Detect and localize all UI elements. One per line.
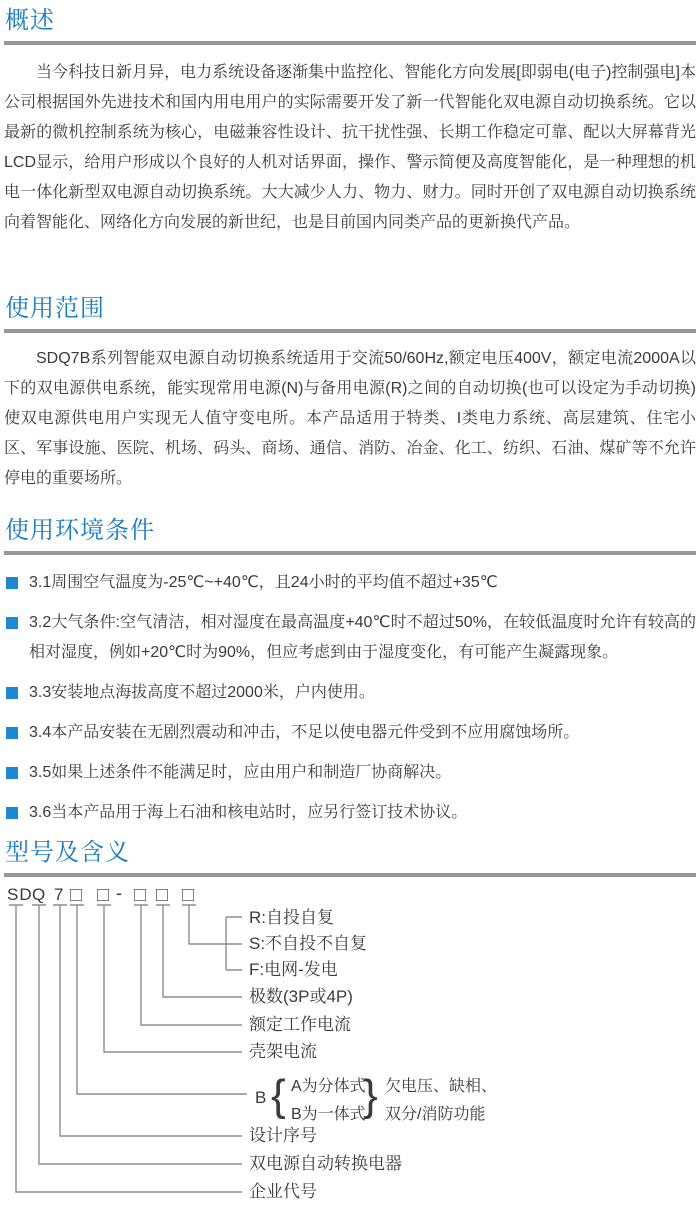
close-brace-icon: } <box>363 1071 378 1120</box>
square-bullet-icon <box>6 687 18 699</box>
list-item <box>4 718 696 748</box>
list-item-text: 3.6当本产品用于海上石油和核电站时，应另行签订技术协议。 <box>29 804 468 821</box>
label-b-split: A为分体式 <box>291 1078 366 1095</box>
scope-paragraph: SDQ7B系列智能双电源自动切换系统适用于交流50/60Hz,额定电压400V，额定电流2000A以下的双电源供电系统，能实现常用电源(N)与备用电源(R)之间的自动切换(也可以设定为手动切换)使双电源供电用户实现无人值守变电所。本产品适用于特类、I类电力系统、高层建筑、住宅小区、军事设施、医院、机场、码头、商场、通信、消防、冶金、化工、纺织、石油、煤矿等不允许停电的重要场所。 <box>4 350 696 487</box>
environment-title: 使用环境条件 <box>5 517 155 544</box>
model-code-box-1: □ <box>70 884 83 906</box>
list-item <box>4 608 696 668</box>
section-scope <box>4 294 696 494</box>
label-frame-current: 壳架电流 <box>249 1042 317 1061</box>
list-item-text: 3.3安装地点海拔高度不超过2000米，户内使用。 <box>29 684 375 701</box>
square-bullet-icon <box>6 767 18 779</box>
list-item-text: 3.1周围空气温度为-25℃~+40℃，且24小时的平均值不超过+35℃ <box>29 574 498 591</box>
square-bullet-icon <box>6 727 18 739</box>
list-item <box>4 758 696 788</box>
label-no-auto-reset: S:不自投不自复 <box>249 934 368 953</box>
connector-frame-current <box>104 905 242 1052</box>
label-b-integrated: B为一体式 <box>291 1106 366 1123</box>
model-code-company: SD <box>7 885 33 904</box>
list-item-text: 3.5如果上述条件不能满足时，应由用户和制造厂协商解决。 <box>29 764 452 781</box>
label-design-serial: 设计序号 <box>249 1126 317 1145</box>
connector-design <box>60 905 242 1136</box>
model-code-box-2: □ <box>97 884 110 906</box>
square-bullet-icon <box>6 617 18 629</box>
label-poles: 极数(3P或4P) <box>249 987 353 1006</box>
title-rule <box>4 329 696 333</box>
list-item-text: 3.4本产品安装在无剧烈震动和冲击，不足以使电器元件受到不应用腐蚀场所。 <box>29 724 580 741</box>
square-bullet-icon <box>6 577 18 589</box>
label-rated-current: 额定工作电流 <box>249 1015 351 1034</box>
overview-paragraph: 当今科技日新月异，电力系统设备逐渐集中监控化、智能化方向发展[即弱电(电子)控制强电]本公司根据国外先进技术和国内用电用户的实际需要开发了新一代智能化双电源自动切换系统。它以最新的微机控制系统为核心，电磁兼容性设计、抗干扰性强、长期工作稳定可靠、配以大屏幕背光LCD显示，给用户形成以个良好的人机对话界面，操作、警示简便及高度智能化，是一种理想的机电一体化新型双电源自动切换系统。大大减少人力、物力、财力。同时开创了双电源自动切换系统向着智能化、网络化方向发展的新世纪，也是目前国内同类产品的更新换代产品。 <box>4 64 696 231</box>
open-brace-icon: { <box>271 1071 286 1120</box>
list-item <box>4 568 696 598</box>
environment-list <box>4 568 696 828</box>
model-code-design: 7 <box>54 885 65 904</box>
scope-title: 使用范围 <box>5 295 105 322</box>
model-code-box-3: □ <box>134 884 147 906</box>
label-company-code: 企业代号 <box>249 1182 317 1201</box>
title-rule <box>4 41 696 45</box>
connector-function <box>189 905 242 944</box>
label-grid-generator: F:电网-发电 <box>249 960 338 979</box>
label-b-letter: B <box>255 1088 267 1107</box>
model-title: 型号及含义 <box>5 839 130 866</box>
connector-b-type <box>77 905 247 1094</box>
label-device-name: 双电源自动转换电器 <box>249 1154 402 1173</box>
title-rule <box>4 873 696 877</box>
model-code-box-4: □ <box>156 884 169 906</box>
model-code-dash: - <box>116 883 122 903</box>
section-overview <box>4 6 696 238</box>
overview-title: 概述 <box>5 7 55 34</box>
section-model <box>4 838 696 1215</box>
title-rule <box>4 551 696 555</box>
connector-rated-current <box>141 905 242 1025</box>
square-bullet-icon <box>6 807 18 819</box>
label-auto-reset: R:自投自复 <box>249 908 334 927</box>
list-item <box>4 798 696 828</box>
model-designation-diagram <box>4 879 696 1215</box>
list-item <box>4 678 696 708</box>
section-environment <box>4 516 696 828</box>
list-item-text: 3.2大气条件:空气清洁，相对湿度在最高温度+40℃时不超过50%，在较低温度时允许有较高的相对湿度，例如+20℃时为90%，但应考虑到由于湿度变化，有可能产生凝露现象。 <box>29 614 696 661</box>
connector-company <box>16 905 242 1192</box>
model-code-box-5: □ <box>182 884 195 906</box>
connector-poles <box>163 905 242 997</box>
label-b-function-2: 双分/消防功能 <box>385 1106 486 1123</box>
label-b-function-1: 欠电压、缺相、 <box>385 1078 498 1095</box>
model-code-device: Q <box>32 885 47 904</box>
